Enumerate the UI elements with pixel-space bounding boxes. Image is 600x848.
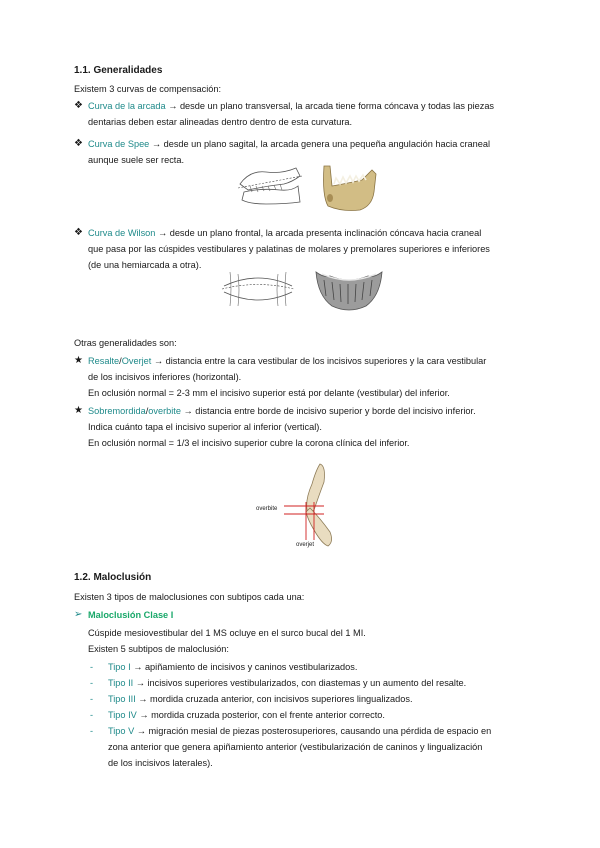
list-item-tipo-v-cont: zona anterior que genera apiñamiento anterior (vestibularización de caninos y lingualización [108, 742, 483, 752]
list-item-tipo-iv: Tipo IV → mordida cruzada posterior, con el frente anterior correcto. [108, 710, 385, 720]
sobremordida-line: Sobremordida/overbite → distancia entre borde de incisivo superior y borde del incisivo inferior. [88, 406, 476, 416]
dash-bullet: - [90, 678, 94, 688]
clase-i-heading: Maloclusión Clase I [88, 610, 174, 620]
star-bullet-icon: ★ [74, 405, 83, 416]
section-title-generalidades: 1.1. Generalidades [74, 65, 163, 76]
frontal-curve-sketch-figure [220, 266, 296, 312]
dash-bullet: - [90, 710, 94, 720]
dash-bullet: - [90, 662, 94, 672]
curve-name: Curva de la arcada [88, 101, 166, 111]
list-item-tipo-v: Tipo V → migración mesial de piezas posterosuperiores, causando una pérdida de espacio en [108, 726, 492, 736]
other-intro-text: Otras generalidades son: [74, 338, 177, 348]
resalte-line: Resalte/Overjet → distancia entre la cara vestibular de los incisivos superiores y la cara vestibular [88, 356, 487, 366]
intro-text: Existem 3 curvas de compensación: [74, 84, 222, 94]
mandible-photo-figure [318, 162, 380, 214]
list-item-tipo-iii: Tipo III → mordida cruzada anterior, con incisivos superiores lingualizados. [108, 694, 413, 704]
jaw-sketch-figure [236, 162, 306, 210]
diamond-bullet-icon: ❖ [74, 100, 83, 111]
curve-spee-cont: aunque suele ser recta. [88, 155, 185, 165]
maloclusion-intro: Existen 3 tipos de maloclusiones con subtipos cada una: [74, 592, 305, 602]
diamond-bullet-icon: ❖ [74, 227, 83, 238]
star-bullet-icon: ★ [74, 355, 83, 366]
skull-frontal-figure [312, 266, 386, 316]
overjet-label: overjet [296, 542, 315, 548]
curve-name: Curva de Wilson [88, 228, 156, 238]
curve-arcada-cont: dentarias deben estar alineadas dentro dentro de esta curvatura. [88, 117, 353, 127]
resalte-line-3: En oclusión normal = 2-3 mm el incisivo superior está por delante (vestibular) del inferior. [88, 388, 450, 398]
incisor-overbite-overjet-figure [254, 462, 354, 554]
curve-name: Curva de Spee [88, 139, 150, 149]
curve-wilson: Curva de Wilson → desde un plano frontal, la arcada presenta inclinación cóncava hacia craneal [88, 228, 482, 238]
sobremordida-line-3: En oclusión normal = 1/3 el incisivo superior cubre la corona clínica del inferior. [88, 438, 410, 448]
curve-arcada: Curva de la arcada → desde un plano transversal, la arcada tiene forma cóncava y todas las piezas [88, 101, 495, 111]
curve-wilson-cont: que pasa por las cúspides vestibulares y palatinas de molares y premolares superiores e inferiores [88, 244, 490, 254]
list-item-tipo-v-cont: de los incisivos laterales). [108, 758, 213, 768]
clase-i-description: Cúspide mesiovestibular del 1 MS ocluye en el surco bucal del 1 MI. [88, 628, 366, 638]
subtipos-intro: Existen 5 subtipos de maloclusión: [88, 644, 229, 654]
sobremordida-line-2: Indica cuánto tapa el incisivo superior al inferior (vertical). [88, 422, 322, 432]
diamond-bullet-icon: ❖ [74, 138, 83, 149]
dash-bullet: - [90, 726, 94, 736]
dash-bullet: - [90, 694, 94, 704]
curve-wilson-cont: (de una hemiarcada a otra). [88, 260, 202, 270]
curve-spee: Curva de Spee → desde un plano sagital, la arcada genera una pequeña angulación hacia craneal [88, 139, 491, 149]
list-item-tipo-i: Tipo I → apiñamiento de incisivos y caninos vestibularizados. [108, 662, 358, 672]
overbite-label: overbite [256, 506, 278, 512]
list-item-tipo-ii: Tipo II → incisivos superiores vestibularizados, con diastemas y un aumento del resalte. [108, 678, 467, 688]
section-title-maloclusion: 1.2. Maloclusión [74, 572, 152, 583]
resalte-line-2: de los incisivos inferiores (horizontal). [88, 372, 242, 382]
arrowhead-bullet-icon: ➢ [74, 609, 83, 620]
